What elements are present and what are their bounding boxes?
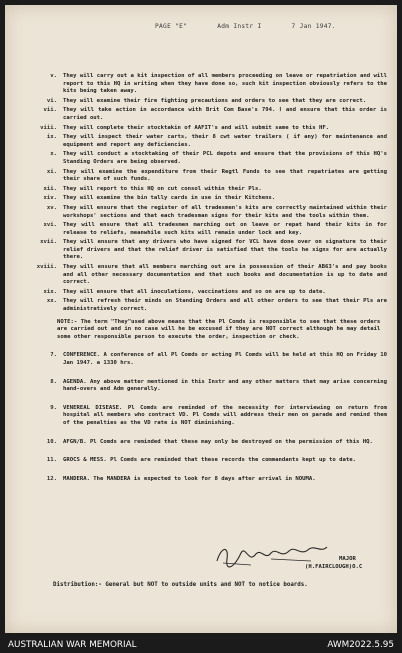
- item-text: They will carry out a kit inspection of all members proceeding on leave or repatriation and will report to this HQ in writing when they have done so, such kit inspection obviously refers to the kits being taken away.: [63, 73, 387, 95]
- list-item: [13, 125, 387, 133]
- list-item: [13, 195, 387, 203]
- item-number: vii.: [43, 107, 57, 114]
- list-item: [13, 222, 387, 237]
- archive-reference: AWM2022.5.95: [327, 640, 394, 650]
- list-item: [13, 151, 387, 166]
- list-item: [13, 205, 387, 220]
- item-text: They will conduct a stocktaking of their PCL depots and ensure that the provisions of this HQ's Standing Orders are being observed.: [63, 151, 387, 165]
- distribution-line: Distribution:- General but NOT to outside units and NOT to notice boards.: [53, 582, 308, 588]
- paragraph: [13, 439, 387, 447]
- item-number: xiv.: [43, 195, 57, 202]
- item-text: They will refresh their minds on Standing Orders and all other orders to see that their Pls are administratively correct.: [63, 298, 387, 313]
- signatory-rank: MAJOR: [339, 556, 356, 562]
- item-text: They will report to this HQ on cut consol within their Pls.: [63, 185, 262, 192]
- paragraph-text: VENEREAL DISEASE. Pl Comds are reminded of the necessity for interviewing on return from hospital all members who contract VD. Pl Comds will address their men on parade and remind them of the penalties as the VD rate is NOT diminishing.: [63, 404, 387, 426]
- item-number: v.: [50, 73, 57, 79]
- paragraph-text: MANDERA. The MANDERA is expected to look for 8 days after arrival in NOUMA.: [63, 475, 316, 482]
- item-number: vi.: [46, 97, 57, 104]
- item-text: They will take action in accordance with Brit Com Base's 794. Ⅰ and ensure that this order is carried out.: [63, 107, 387, 121]
- item-text: They will examine their fire fighting precautions and orders to see that they are correct.: [63, 97, 367, 104]
- archive-name: AUSTRALIAN WAR MEMORIAL: [8, 640, 137, 650]
- paragraph-number: 8.: [50, 378, 57, 385]
- paragraph-number: 7.: [50, 352, 57, 359]
- document-page: [5, 5, 397, 633]
- item-number: ix.: [46, 134, 57, 141]
- item-text: They will ensure that all members marching out are in possession of their AB63's and pay books and all other necessary documentation and that such books and documentation is up to date and correct.: [63, 264, 387, 286]
- item-number: xviii.: [36, 264, 57, 271]
- paragraph: [13, 352, 387, 367]
- list-item: [13, 186, 387, 194]
- responsibility-note: NOTE:- The term "They"used above means that the Pl Comds is responsible to see that these orders are carried out and in no case will he be excused if they are NOT correct although he may detail some other responsible person to execute the order, inspection or check.: [57, 318, 381, 340]
- paragraph-text: GROCS & MESS. Pl Comds are reminded that these records the commandants kept up to date.: [63, 457, 356, 464]
- item-text: They will ensure that the register of all tradesmen's kits are correctly maintained within their workshops' sections and that each tradesman signs for their kits and the tools within them.: [63, 204, 387, 219]
- list-item: [13, 239, 387, 262]
- item-number: x.: [50, 151, 57, 158]
- paragraph-number: 11.: [46, 457, 57, 464]
- signature-block: [305, 556, 362, 571]
- item-number: xx.: [46, 298, 57, 305]
- page-header: [155, 23, 387, 30]
- paragraph: [13, 457, 387, 465]
- item-number: xi.: [46, 168, 57, 175]
- list-item: [13, 169, 387, 184]
- list-item: [13, 134, 387, 149]
- item-number: xvi.: [43, 222, 57, 229]
- instruction-ref: Adm Instr I: [217, 23, 262, 30]
- item-text: They will ensure that all tradesmen marching out on leave or repat hand their kits in for release to reliefs, meanwhile such kits will remain under lock and key.: [63, 222, 387, 236]
- document-date: 7 Jan 1947.: [291, 23, 336, 30]
- archive-footer: [0, 637, 402, 653]
- paragraph-text: AFGN/B. Pl Comds are reminded that these may only be destroyed on the permission of this HQ.: [63, 438, 373, 445]
- paragraph-number: 10.: [46, 438, 57, 445]
- paragraph: [13, 476, 387, 484]
- list-item: [13, 264, 387, 287]
- item-number: xix.: [43, 288, 57, 295]
- item-number: viii.: [40, 124, 57, 131]
- item-number: xvii.: [40, 239, 57, 246]
- list-item: [13, 98, 387, 106]
- item-number: xv.: [46, 204, 57, 211]
- item-text: They will examine the expenditure from their Regtl Funds to see that repatriates are getting their share of such funds.: [63, 168, 387, 183]
- paragraph: [13, 379, 387, 394]
- item-text: They will ensure that all inoculations, vaccinations and so on are up to date.: [63, 288, 326, 295]
- item-text: They will inspect their water carts, their 8 cwt water trailers ( if any) for maintenance and equipment and report any deficiencies.: [63, 134, 387, 148]
- list-item: [13, 289, 387, 297]
- page-label: PAGE "E": [155, 23, 188, 30]
- instruction-list: [13, 73, 387, 483]
- list-item: [13, 107, 387, 122]
- signatory-name: (H.FAIRCLOUGH)O.C: [305, 563, 363, 570]
- paragraph-number: 9.: [50, 404, 57, 411]
- paragraph-text: AGENDA. Any above matter mentioned in this Instr and any other matters that may arise concerning hand-overs and Adm generally.: [63, 378, 387, 393]
- list-item: [13, 73, 387, 96]
- item-number: xii.: [43, 185, 57, 192]
- paragraph-number: 12.: [46, 475, 57, 482]
- paragraph: [13, 405, 387, 428]
- item-text: They will complete their stocktakin of AAFIT's and will submit same to this HF.: [63, 124, 330, 131]
- paragraph-text: CONFERENCE. A conference of all Pl Comds or acting Pl Comds will be held at this HQ on Friday 10 Jan 1947. a 1330 hrs.: [63, 352, 387, 366]
- item-text: They will ensure that any drivers who have signed for VCL have done over on signature to their relief drivers and that the relief driver is satisfied that the tools he signs for are actually there.: [63, 239, 387, 261]
- list-item: [13, 298, 387, 313]
- item-text: They will examine the bin tally cards in use in their Kitchens.: [63, 195, 276, 202]
